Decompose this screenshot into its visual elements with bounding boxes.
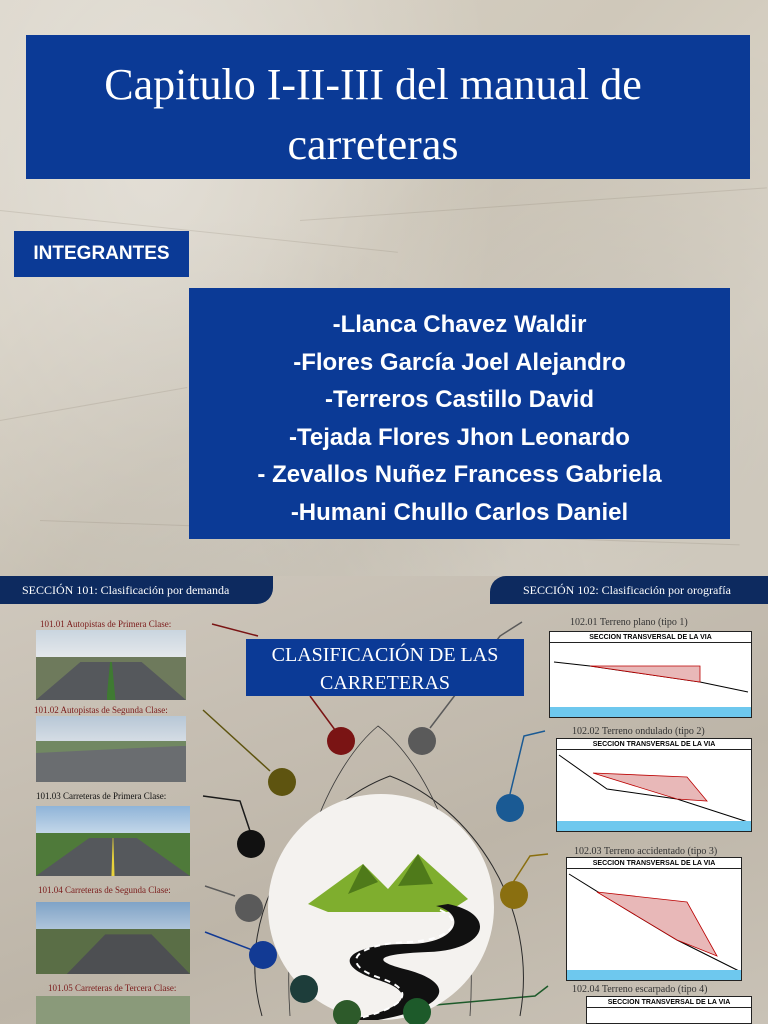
dot-marker — [500, 881, 528, 909]
member-name: -Humani Chullo Carlos Daniel — [290, 498, 629, 526]
dot-marker — [268, 768, 296, 796]
section-102-tab: SECCIÓN 102: Clasificación por orografía — [490, 576, 768, 604]
terrain-diagram-2: SECCION TRANSVERSAL DE LA VIA — [556, 738, 752, 832]
member-name: -Tejada Flores Jhon Leonardo — [289, 423, 630, 451]
section-101-tab: SECCIÓN 101: Clasificación por demanda — [0, 576, 273, 604]
terrain-label: 102.04 Terreno escarpado (tipo 4) — [572, 984, 708, 995]
terrain-profile — [550, 644, 753, 710]
page-title: Capitulo I-II-III del manual de carreteras — [26, 35, 750, 179]
terrain-label: 102.03 Terreno accidentado (tipo 3) — [574, 846, 718, 857]
highway-photo-3 — [36, 806, 190, 876]
class-label: 101.05 Carreteras de Tercera Clase: — [48, 983, 177, 993]
terrain-label: 102.01 Terreno plano (tipo 1) — [570, 617, 688, 628]
terrain-diagram-1: SECCION TRANSVERSAL DE LA VIA — [549, 631, 752, 718]
dot-marker — [403, 998, 431, 1024]
class-label: 101.04 Carreteras de Segunda Clase: — [38, 885, 171, 895]
dot-marker — [237, 830, 265, 858]
dot-marker — [327, 727, 355, 755]
terrain-profile — [557, 751, 753, 825]
terrain-profile — [567, 870, 743, 974]
member-name: -Flores García Joel Alejandro — [293, 348, 626, 376]
terrain-diagram-4: SECCION TRANSVERSAL DE LA VIA — [586, 996, 752, 1024]
dot-marker — [333, 1000, 361, 1024]
highway-photo-4 — [36, 902, 190, 974]
member-name: - Zevallos Nuñez Francess Gabriela — [257, 461, 662, 489]
terrain-label: 102.02 Terreno ondulado (tipo 2) — [572, 726, 705, 737]
center-title: CLASIFICACIÓN DE LAS CARRETERAS — [246, 639, 524, 696]
class-label: 101.01 Autopistas de Primera Clase: — [40, 619, 172, 629]
dot-marker — [496, 794, 524, 822]
members-panel — [189, 288, 730, 539]
terrain-diagram-3: SECCION TRANSVERSAL DE LA VIA — [566, 857, 742, 981]
dot-marker — [408, 727, 436, 755]
highway-photo-1 — [36, 630, 186, 700]
class-label: 101.03 Carreteras de Primera Clase: — [36, 791, 167, 801]
highway-photo-5 — [36, 996, 190, 1024]
classification-infographic — [0, 576, 768, 1024]
dot-marker — [290, 975, 318, 1003]
member-name: -Llanca Chavez Waldir — [332, 311, 587, 338]
highway-photo-2 — [36, 716, 186, 782]
dot-marker — [249, 941, 277, 969]
class-label: 101.02 Autopistas de Segunda Clase: — [34, 705, 168, 715]
dot-marker — [235, 894, 263, 922]
member-name: -Terreros Castillo David — [325, 386, 594, 414]
integrantes-heading: INTEGRANTES — [14, 231, 189, 277]
